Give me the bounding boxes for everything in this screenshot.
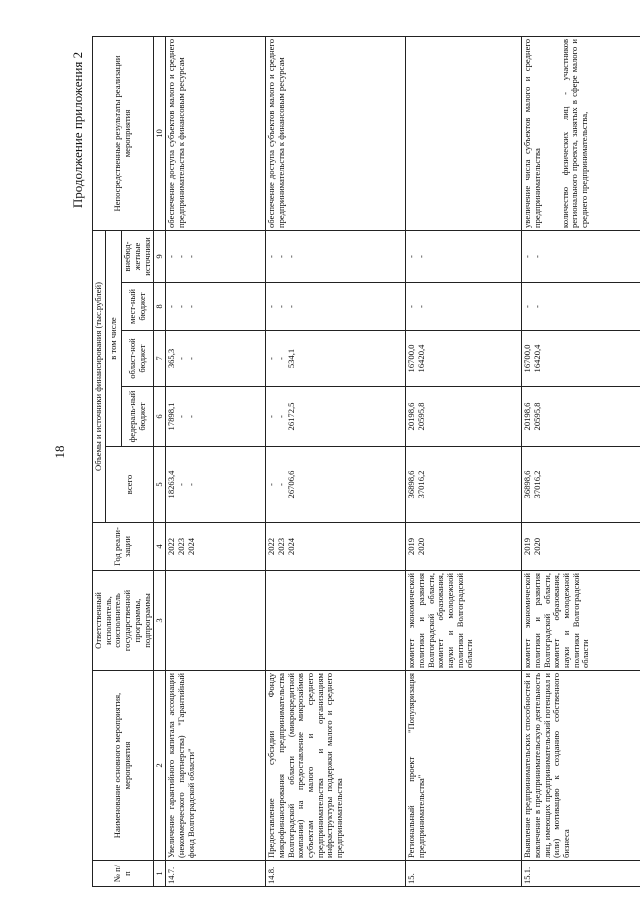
regional-value: 16700,0 [522,344,533,373]
row-result-cell [266,36,406,230]
row-regional-cell [406,331,522,387]
row-total-cell [266,447,406,523]
total-value: - [185,483,196,486]
local-value: - [531,305,542,308]
year-value: 2019 [406,537,417,556]
regional-value: - [175,357,186,360]
total-value: 37016,2 [531,470,542,499]
federal-value: 20595,8 [531,402,542,431]
row-name-cell: Региональный проект "Популяризация предпринимательства" [406,671,522,861]
result-text: увеличение числа субъектов малого и среднего предпринимательства [522,38,542,228]
row-name-cell: Увеличение гарантийного капитала ассоциации (некоммерческого партнерства) "Гарантийный фонд Волгоградской области" [166,671,266,861]
continuation-note: Продолжение приложения 2 [70,51,85,209]
index-cell: 8 [154,283,166,331]
federal-value: 20198,6 [406,402,417,431]
row-extra-cell [166,230,266,282]
extra-value: - [166,255,177,258]
row-regional-cell [166,331,266,387]
row-extra-cell [522,230,640,282]
appendix-sheet [92,37,612,887]
row-local-cell [406,283,522,331]
row-executor-cell [266,571,406,671]
header-executor: Ответственный исполнитель, соисполнитель государственной программы, подпрограммы [93,571,154,671]
header-num: № п/п [93,861,154,887]
extra-value: - [175,255,186,258]
extra-value: - [275,255,286,258]
extra-value: - [415,255,426,258]
federal-value: 26172,5 [285,402,296,431]
year-value: 2022 [166,537,177,556]
page-number: 18 [52,445,67,459]
regional-value: 16420,4 [531,344,542,373]
index-cell: 4 [154,523,166,571]
row-num-cell: 15.1. [522,861,640,887]
federal-value: - [185,415,196,418]
row-federal-cell [166,387,266,447]
row-extra-cell [406,230,522,282]
result-text: обеспечение доступа субъектов малого и среднего предпринимательства к финансовым ресурсам [166,38,186,228]
financing-table [92,36,640,887]
total-value: - [275,483,286,486]
index-cell: 10 [154,36,166,230]
row-total-cell [522,447,640,523]
federal-value: - [266,415,277,418]
row-total-cell [166,447,266,523]
index-cell: 5 [154,447,166,523]
total-value: 36898,6 [522,470,533,499]
header-regional: област-ной бюджет [122,331,154,387]
total-value: - [266,483,277,486]
header-federal: федераль-ный бюджет [122,387,154,447]
extra-value: - [531,255,542,258]
regional-value: 534,1 [285,348,296,369]
header-local: мест-ный бюджет [122,283,154,331]
total-value: 37016,2 [415,470,426,499]
federal-value: 17898,1 [166,402,177,431]
local-value: - [522,305,533,308]
row-regional-cell [522,331,640,387]
row-federal-cell [406,387,522,447]
total-value: - [175,483,186,486]
extra-value: - [285,255,296,258]
local-value: - [175,305,186,308]
row-local-cell [522,283,640,331]
local-value: - [185,305,196,308]
index-cell: 7 [154,331,166,387]
header-financing: Объемы и источники финансирования (тыс.рублей) [93,230,106,522]
row-extra-cell [266,230,406,282]
regional-value: 365,3 [166,348,177,369]
row-name-cell: Предоставление субсидии Фонду микрофинансирования предпринимательства Волгоградской области (микрокредитной компании) на предоставление микрозаймов субъектам малого и среднего предпринимательства и организациям инфраструктуры поддержки малого и среднего предпринимательства [266,671,406,861]
header-incl: в том числе [105,230,121,446]
year-value: 2022 [266,537,277,556]
table-body [166,36,640,886]
local-value: - [166,305,177,308]
regional-value: - [266,357,277,360]
index-row [154,36,166,886]
row-federal-cell [266,387,406,447]
year-value: 2020 [531,537,542,556]
year-value: 2019 [522,537,533,556]
federal-value: - [175,415,186,418]
result-text: количество физических лиц - участников регионального проекта, занятых в сфере малого и среднего предпринимательства, [559,38,590,228]
index-cell: 3 [154,571,166,671]
row-num-cell: 15. [406,861,522,887]
local-value: - [406,305,417,308]
total-value: 26706,6 [285,470,296,499]
total-value: 36898,6 [406,470,417,499]
row-num-cell: 14.7. [166,861,266,887]
row-executor-cell [166,571,266,671]
table-row [166,36,266,886]
table-row [406,36,522,886]
row-years-cell [406,523,522,571]
federal-value: 20198,6 [522,402,533,431]
year-value: 2020 [415,537,426,556]
regional-value: - [185,357,196,360]
header-extra: внебюд-жетные источники [122,230,154,282]
row-years-cell [266,523,406,571]
row-local-cell [266,283,406,331]
row-executor-cell: комитет экономической политики и развития Волгоградской области, комитет образования, науки и молодежной политики Волгоградской области [406,571,522,671]
local-value: - [266,305,277,308]
row-num-cell: 14.8. [266,861,406,887]
local-value: - [285,305,296,308]
extra-value: - [185,255,196,258]
row-regional-cell [266,331,406,387]
extra-value: - [406,255,417,258]
federal-value: - [275,415,286,418]
regional-value: 16420,4 [415,344,426,373]
result-text: обеспечение доступа субъектов малого и среднего предпринимательства к финансовым ресурсам [266,38,286,228]
row-local-cell [166,283,266,331]
year-value: 2024 [285,537,296,556]
year-value: 2023 [175,537,186,556]
extra-value: - [266,255,277,258]
index-cell: 1 [154,861,166,887]
regional-value: 16700,0 [406,344,417,373]
index-cell: 9 [154,230,166,282]
row-years-cell [522,523,640,571]
year-value: 2024 [185,537,196,556]
header-result: Непосредственные результаты реализации мероприятия [93,36,154,230]
row-result-cell [166,36,266,230]
row-executor-cell: комитет экономической политики и развития Волгоградской области, комитет образования, науки и молодежной политики Волгоградской области [522,571,640,671]
header-year: Год реали-зации [93,523,154,571]
index-cell: 2 [154,671,166,861]
regional-value: - [275,357,286,360]
header-event-name: Наименование основного мероприятия, мероприятия [93,671,154,861]
index-cell: 6 [154,387,166,447]
header-total: всего [105,447,154,523]
local-value: - [275,305,286,308]
table-row [266,36,406,886]
row-federal-cell [522,387,640,447]
row-years-cell [166,523,266,571]
federal-value: 20595,8 [415,402,426,431]
row-result-cell [522,36,640,230]
extra-value: - [522,255,533,258]
row-name-cell: Выявление предпринимательских способностей и вовлечение в предпринимательскую деятельность лиц, имеющих предпринимательский потенциал и (или) мотивацию к созданию собственного бизнеса [522,671,640,861]
year-value: 2023 [275,537,286,556]
table-row [522,36,640,886]
local-value: - [415,305,426,308]
row-result-cell [406,36,522,230]
total-value: 18263,4 [166,470,177,499]
row-total-cell [406,447,522,523]
